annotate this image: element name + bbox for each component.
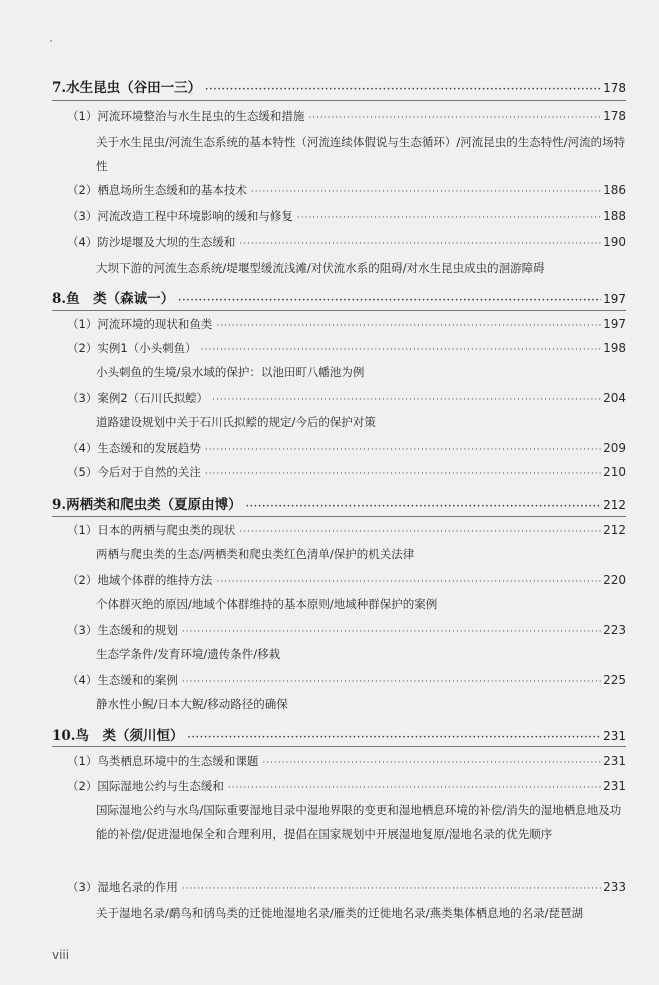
toc-detail-9-1: 两栖与爬虫类的生态/两栖类和爬虫类红色清单/保护的机关法律	[96, 547, 415, 561]
leader-dots	[297, 213, 601, 223]
page-folio: viii	[52, 948, 70, 962]
chapter-title: 9.两栖类和爬虫类（夏原由博）	[52, 497, 242, 513]
leader-dots	[228, 783, 601, 793]
page-number: 178	[603, 109, 626, 123]
section-title: （2）地域个体群的维持方法	[67, 573, 213, 587]
section-title: （2）栖息场所生态缓和的基本技术	[67, 183, 247, 197]
page-number: 231	[603, 779, 626, 793]
leader-dots	[178, 296, 601, 306]
chapter-divider	[52, 100, 626, 101]
toc-detail-9-3: 生态学条件/发育环境/遗传条件/移栽	[96, 647, 281, 661]
leader-dots	[216, 321, 601, 331]
toc-section-8-2[interactable]	[67, 340, 626, 356]
page-number: 198	[603, 341, 626, 355]
toc-section-7-2[interactable]	[67, 182, 626, 198]
toc-detail-9-4: 静水性小鲵/日本大鲵/移动路径的确保	[96, 697, 288, 711]
section-title: （4）防沙堤堰及大坝的生态缓和	[67, 235, 236, 249]
toc-detail-10-3: 关于湿地名录/鹬鸟和鸻鸟类的迁徙地湿地名录/雁类的迁徙地名录/燕类集体栖息地的名录/琵琶湖	[96, 906, 583, 920]
leader-dots	[205, 445, 601, 455]
toc-detail-9-2: 个体群灭绝的原因/地域个体群维持的基本原则/地域种群保护的案例	[96, 597, 438, 611]
toc-section-8-5[interactable]	[67, 464, 626, 480]
leader-dots	[308, 113, 601, 123]
chapter-divider	[52, 310, 626, 311]
page-number: 186	[603, 183, 626, 197]
toc-section-7-1[interactable]	[67, 108, 626, 124]
page-number: 231	[603, 754, 626, 768]
leader-dots	[205, 85, 601, 95]
page-number: 233	[603, 880, 626, 894]
toc-detail-7-4: 大坝下游的河流生态系统/堤堰型缓流浅滩/对伏流水系的阻碍/对水生昆虫成虫的洄游障碍	[96, 261, 545, 275]
leader-dots	[216, 577, 601, 587]
toc-section-8-3[interactable]	[67, 390, 626, 406]
section-title: （1）鸟类栖息环境中的生态缓和课题	[67, 754, 259, 768]
toc-detail-10-2: 国际湿地公约与水鸟/国际重要湿地目录中湿地界限的变更和湿地栖息环境的补偿/消失的湿地栖息地及功能的补偿/促进湿地保全和合理利用，提倡在国家规划中开展湿地复原/湿地名录的优先顺序	[96, 803, 622, 841]
leader-dots	[246, 502, 602, 512]
section-title: （2）国际湿地公约与生态缓和	[67, 779, 224, 793]
page-number: 225	[603, 673, 626, 687]
section-title: （4）生态缓和的案例	[67, 673, 178, 687]
toc-section-7-4[interactable]	[67, 234, 626, 250]
chapter-divider	[52, 516, 626, 517]
toc-detail-8-2: 小头刺鱼的生境/泉水域的保护：以池田町八幡池为例	[96, 365, 365, 379]
section-title: （3）生态缓和的规划	[67, 623, 178, 637]
toc-section-8-1[interactable]	[67, 316, 626, 332]
leader-dots	[182, 884, 601, 894]
page-number: 212	[603, 523, 626, 537]
section-title: （4）生态缓和的发展趋势	[67, 441, 201, 455]
leader-dots	[182, 627, 601, 637]
page-number: 178	[603, 81, 626, 95]
toc-chapter-10[interactable]	[52, 724, 626, 744]
toc-chapter-8[interactable]	[52, 287, 626, 307]
toc-section-9-2[interactable]	[67, 572, 626, 588]
leader-dots	[239, 527, 601, 537]
toc-section-9-3[interactable]	[67, 622, 626, 638]
toc-section-8-4[interactable]	[67, 440, 626, 456]
page-number: 188	[603, 209, 626, 223]
leader-dots	[188, 733, 602, 743]
toc-section-10-2[interactable]	[67, 778, 626, 794]
page-number: 209	[603, 441, 626, 455]
page-number: 220	[603, 573, 626, 587]
leader-dots	[262, 758, 601, 768]
page-number: 210	[603, 465, 626, 479]
section-title: （3）河流改造工程中环境影响的缓和与修复	[67, 209, 293, 223]
leader-dots	[251, 187, 601, 197]
chapter-title: 10.鸟 类（须川恒）	[52, 728, 184, 744]
page-number: 204	[603, 391, 626, 405]
section-title: （1）河流环境整治与水生昆虫的生态缓和措施	[67, 109, 305, 123]
page-number: 212	[603, 498, 626, 512]
toc-section-10-1[interactable]	[67, 753, 626, 769]
chapter-divider	[52, 746, 626, 747]
toc-section-9-1[interactable]	[67, 522, 626, 538]
section-title: （3）案例2（石川氏拟鲿）	[67, 391, 209, 405]
page-number: 197	[603, 292, 626, 306]
page-number: 190	[603, 235, 626, 249]
toc-detail-8-3: 道路建设规划中关于石川氏拟鲿的规定/今后的保护对策	[96, 415, 376, 429]
chapter-title: 8.鱼 类（森诚一）	[52, 291, 175, 307]
leader-dots	[239, 239, 601, 249]
section-title: （2）实例1（小头刺鱼）	[67, 341, 197, 355]
page-number: 223	[603, 623, 626, 637]
chapter-title: 7.水生昆虫（谷田一三）	[52, 80, 202, 96]
section-title: （1）日本的两栖与爬虫类的现状	[67, 523, 236, 537]
leader-dots	[212, 395, 601, 405]
toc-section-9-4[interactable]	[67, 672, 626, 688]
toc-section-10-3[interactable]	[67, 879, 626, 895]
section-title: （1）河流环境的现状和鱼类	[67, 317, 213, 331]
paper-speck	[50, 40, 52, 42]
page-number: 197	[603, 317, 626, 331]
leader-dots	[182, 677, 601, 687]
toc-chapter-9[interactable]	[52, 493, 626, 513]
page-number: 231	[603, 729, 626, 743]
toc-section-7-3[interactable]	[67, 208, 626, 224]
section-title: （5）今后对于自然的关注	[67, 465, 201, 479]
leader-dots	[201, 345, 601, 355]
section-title: （3）湿地名录的作用	[67, 880, 178, 894]
leader-dots	[205, 469, 601, 479]
toc-detail-7-1: 关于水生昆虫/河流生态系统的基本特性（河流连续体假说与生态循环）/河流昆虫的生态特性/河流的场特性	[96, 135, 626, 173]
toc-chapter-7[interactable]	[52, 76, 626, 96]
